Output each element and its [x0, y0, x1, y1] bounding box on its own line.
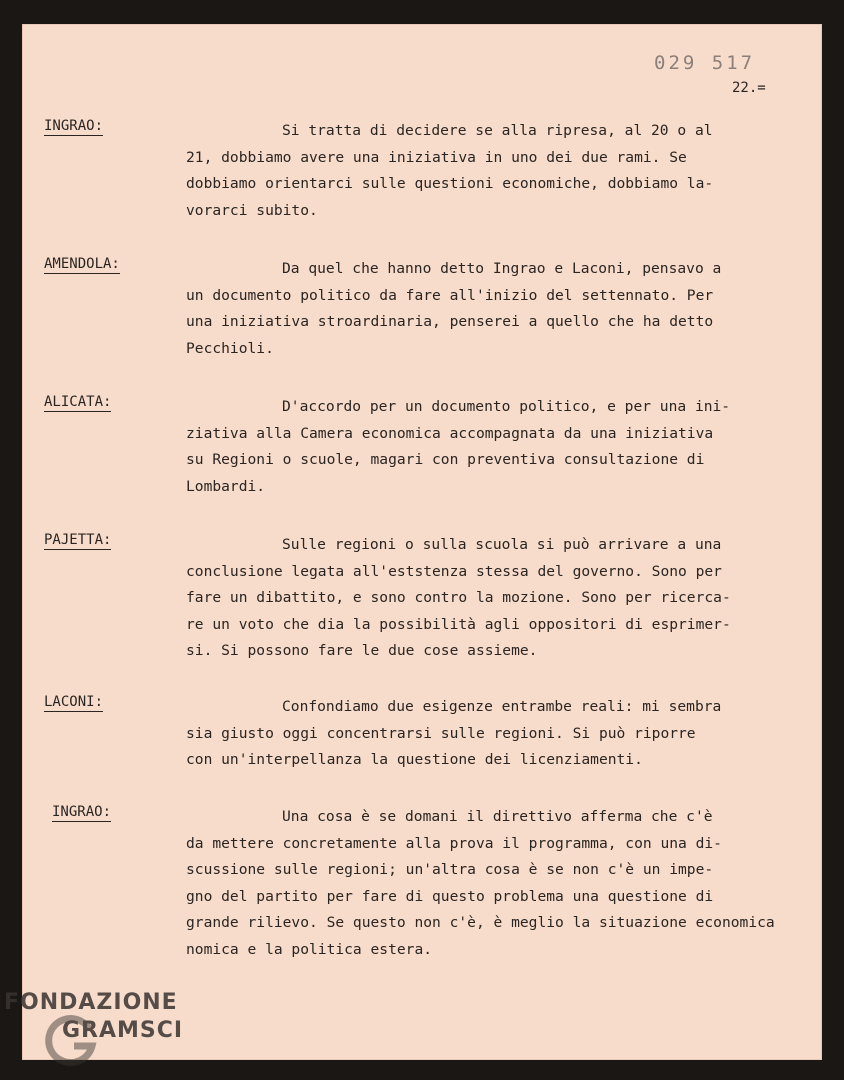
speech-line: gno del partito per fare di questo problema una questione di: [186, 887, 714, 905]
speech-line: su Regioni o scuole, magari con preventiva consultazione di: [186, 451, 705, 469]
speech-line: Si tratta di decidere se alla ripresa, al 20 o al: [282, 122, 713, 139]
page-number: 22.=: [732, 80, 766, 96]
archive-number: 029 517: [654, 52, 756, 74]
speech-line: conclusione legata all'eststenza stessa del governo. Sono per: [186, 562, 722, 580]
speaker-label: ALICATA:: [44, 394, 112, 410]
speech-text: [186, 694, 721, 774]
speaker-label: INGRAO:: [44, 118, 104, 134]
speaker-label: PAJETTA:: [44, 532, 112, 548]
speech-line: Pecchioli.: [186, 339, 274, 357]
speech-line: Una cosa è se domani il direttivo afferma che c'è: [282, 808, 713, 825]
speech-line: fare un dibattito, e sono contro la mozione. Sono per ricerca-: [186, 589, 731, 607]
speaker-label: AMENDOLA:: [44, 256, 120, 272]
speech-line: sia giusto oggi concentrarsi sulle regioni. Si può riporre: [186, 724, 696, 742]
speech-line: grande rilievo. Se questo non c'è, è meglio la situazione economica: [186, 914, 775, 932]
speech-line: Da quel che hanno detto Ingrao e Laconi, pensavo a: [282, 260, 722, 277]
speech-line: Lombardi.: [186, 477, 266, 495]
speech-line: 21, dobbiamo avere una iniziativa in uno dei due rami. Se: [186, 148, 687, 166]
watermark-line1: FONDAZIONE: [4, 990, 178, 1015]
watermark-line2: GRAMSCI: [62, 1018, 184, 1043]
speech-line: con un'interpellanza la questione dei licenziamenti.: [186, 751, 643, 769]
speaker-label: LACONI:: [44, 694, 104, 710]
speech-line: nomica e la politica estera.: [186, 940, 433, 958]
document-page: [22, 24, 822, 1060]
speech-line: dobbiamo orientarci sulle questioni economiche, dobbiamo la-: [186, 175, 714, 193]
speech-line: Confondiamo due esigenze entrambe reali: mi sembra: [282, 698, 722, 715]
speech-text: [186, 118, 713, 224]
speech-line: si. Si possono fare le due cose assieme.: [186, 642, 538, 660]
speech-line: una iniziativa stroardinaria, penserei a quello che ha detto: [186, 313, 714, 331]
speech-text: [186, 804, 775, 964]
speaker-label: INGRAO:: [52, 804, 112, 820]
speech-line: Sulle regioni o sulla scuola si può arrivare a una: [282, 536, 722, 553]
speech-line: scussione sulle regioni; un'altra cosa è se non c'è un impe-: [186, 861, 714, 879]
speech-text: [186, 256, 721, 362]
speech-line: un documento politico da fare all'inizio del settennato. Per: [186, 286, 714, 304]
speech-line: vorarci subito.: [186, 201, 318, 219]
speech-text: [186, 394, 730, 500]
speech-text: [186, 532, 731, 665]
speech-line: D'accordo per un documento politico, e per una ini-: [282, 398, 731, 415]
speech-line: ziativa alla Camera economica accompagnata da una iniziativa: [186, 424, 714, 442]
speech-line: re un voto che dia la possibilità agli oppositori di esprimer-: [186, 615, 731, 633]
fondazione-gramsci-watermark: [4, 990, 244, 1070]
speech-line: da mettere concretamente alla prova il programma, con una di-: [186, 834, 722, 852]
